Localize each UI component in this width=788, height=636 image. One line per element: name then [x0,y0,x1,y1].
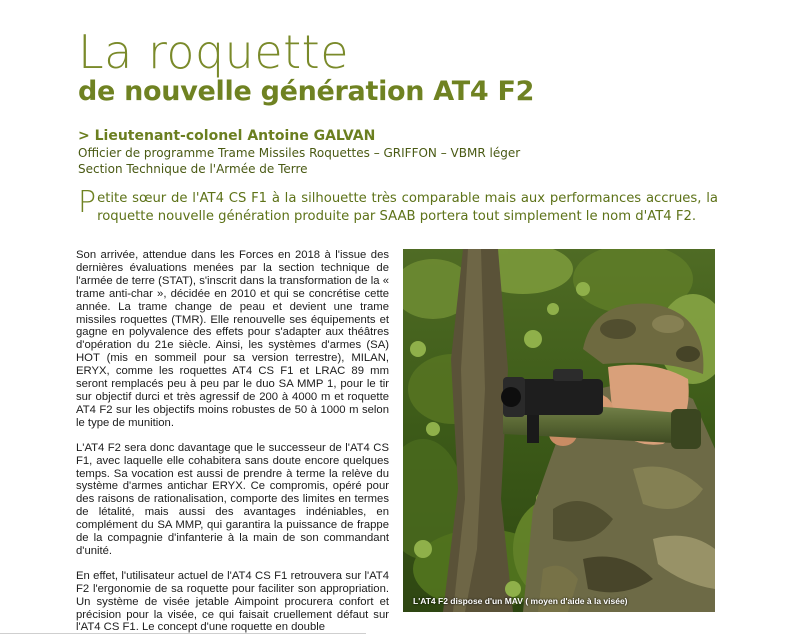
body-paragraph-3: En effet, l'utilisateur actuel de l'AT4 CS F1 retrouvera sur l'AT4 F2 l'ergonomie de sa roquette pour faciliter son appropriation. Un système de visée jetable Aimpoint procurera confort et précision pour la visée, ce qui faisait cruellement défaut sur l'AT4 CS F1. Le concept d'une roquette en double [76,569,389,634]
intro-text: etite sœur de l'AT4 CS F1 à la silhouette très comparable mais aux performances accrues, la roquette nouvelle génération produite par SAAB portera tout simplement le nom d'AT4 F2. [97,191,718,224]
body-column [76,249,389,636]
soldier-illustration [403,249,715,612]
soldier-photo [403,249,715,612]
article-title: La roquette [78,25,350,79]
intro-paragraph [78,185,718,226]
body-paragraph-2: L'AT4 F2 sera donc davantage que le successeur de l'AT4 CS F1, avec laquelle elle cohabitera sans doute encore quelques temps. Sa vocation est aussi de prendre à terme la relève du système d'armes antichar ERYX. Ce compromis, opéré pour des raisons de rationalisation, comporte des limites en termes de létalité, mais aussi des avantages indéniables, en complément du SA MMP, qui garantira la puissance de frappe de la compagnie d'infanterie à la main de son commandant d'unité. [76,441,389,557]
author-block [78,127,638,177]
body-paragraph-1: Son arrivée, attendue dans les Forces en 2018 à l'issue des dernières évaluations menées par la section technique de l'armée de terre (STAT), s'inscrit dans la transformation de la « trame anti-char », décidée en 2010 et qui se concrétise cette année. La trame change de peau et devient une trame missiles roquettes (TMR). Elle renouvelle ses équipements et gagne en polyvalence des effets pour s'adapter aux théâtres d'opération du 21e siècle. Ainsi, les systèmes d'armes (SA) HOT (mis en sommeil pour sa version terrestre), MILAN, ERYX, comme les roquettes AT4 CS F1 et LRAC 89 mm seront remplacés peu à peu par le duo SA MMP 1, pour le tir sur objectif durci et très agressif de 200 à 4000 m et roquette AT4 F2 sur les objectifs moins robustes de 50 à 1000 m selon le type de munition. [76,249,389,429]
author-name: > Lieutenant-colonel Antoine GALVAN [78,128,376,144]
author-role: Officier de programme Trame Missiles Roquettes – GRIFFON – VBMR léger [78,146,521,160]
photo-caption: L'AT4 F2 dispose d'un MAV ( moyen d'aide à la visée) [413,596,628,606]
author-unit: Section Technique de l'Armée de Terre [78,162,308,176]
article-subtitle: de nouvelle génération AT4 F2 [78,76,535,107]
footer-divider [0,633,366,634]
intro-dropcap: P [78,185,97,220]
